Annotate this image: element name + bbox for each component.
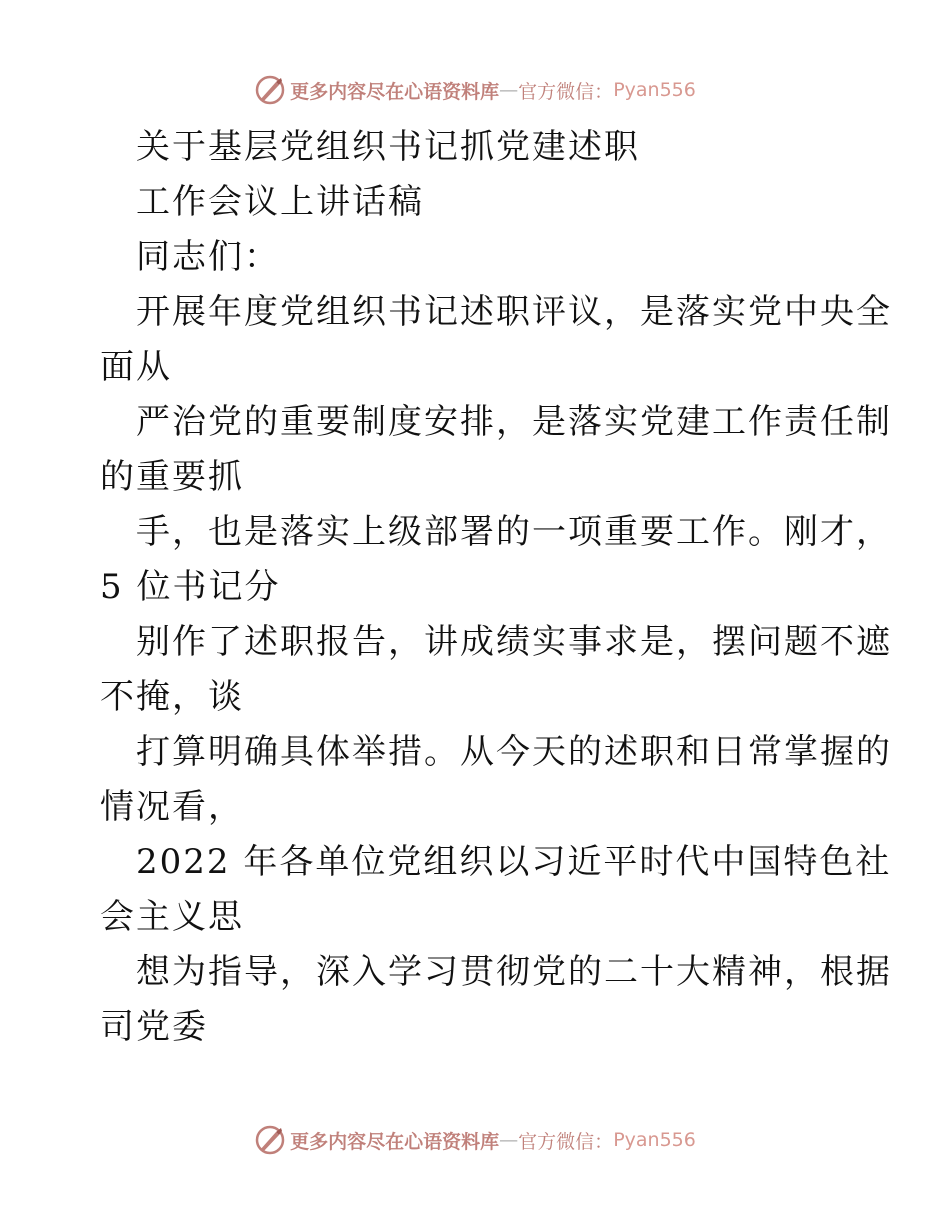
document-body: [100, 120, 892, 1055]
quill-pen-icon: [254, 74, 286, 106]
watermark-footer: [0, 1120, 950, 1160]
title-line-2: 工作会议上讲话稿: [136, 182, 424, 222]
paragraph-line: 面从: [100, 347, 172, 387]
paragraph-line: 司党委: [100, 1007, 208, 1047]
title-line-1: 关于基层党组织书记抓党建述职: [136, 127, 640, 167]
paragraph-line: 会主义思: [100, 897, 244, 937]
paragraph-line: 想为指导，深入学习贯彻党的二十大精神，根据: [136, 952, 892, 992]
paragraph-line: 严治党的重要制度安排，是落实党建工作责任制: [136, 402, 892, 442]
paragraph-line: 手，也是落实上级部署的一项重要工作。刚才，: [136, 512, 892, 552]
quill-pen-icon: [254, 1124, 286, 1156]
watermark-dash: —: [499, 79, 519, 101]
paragraph-line: 打算明确具体举措。从今天的述职和日常掌握的: [136, 732, 892, 772]
paragraph-line: 不掩，谈: [100, 677, 244, 717]
watermark-wechat-label: 官方微信：: [518, 1130, 614, 1153]
watermark-main-text: 更多内容尽在心语资料库: [290, 1130, 500, 1153]
watermark-wechat-id: Pyan556: [613, 79, 696, 101]
watermark-dash: —: [499, 1129, 519, 1151]
paragraph-line: 开展年度党组织书记述职评议，是落实党中央全: [136, 292, 892, 332]
watermark-header: [0, 70, 950, 110]
paragraph-line: 别作了述职报告，讲成绩实事求是，摆问题不遮: [136, 622, 892, 662]
watermark-wechat-label: 官方微信：: [518, 80, 614, 103]
paragraph-line: 5 位书记分: [100, 567, 281, 607]
paragraph-line: 情况看，: [100, 787, 244, 827]
paragraph-line: 的重要抓: [100, 457, 244, 497]
watermark-wechat-id: Pyan556: [613, 1129, 696, 1151]
salutation: 同志们：: [136, 237, 280, 277]
paragraph-line: 2022 年各单位党组织以习近平时代中国特色社: [136, 842, 892, 882]
watermark-main-text: 更多内容尽在心语资料库: [290, 80, 500, 103]
